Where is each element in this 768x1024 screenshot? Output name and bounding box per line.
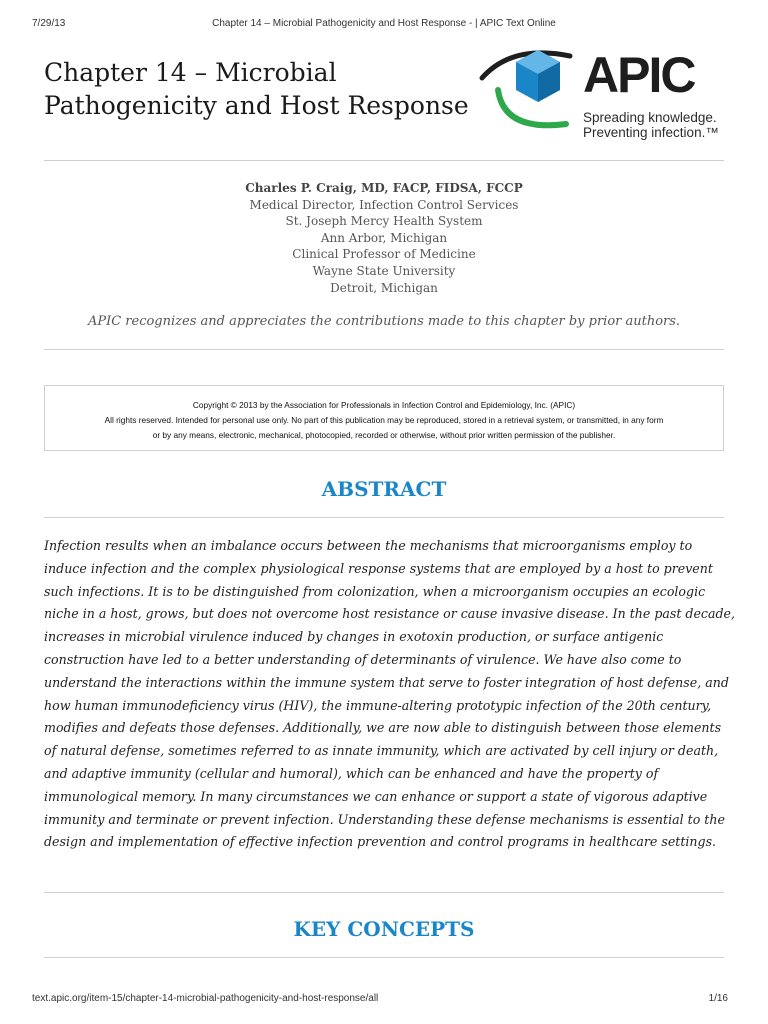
author-block (44, 180, 724, 296)
print-page-number: 1/16 (708, 993, 728, 1004)
logo-tagline (583, 110, 719, 140)
author-line: Detroit, Michigan (330, 280, 438, 295)
divider-top (44, 160, 724, 161)
divider-abstract (44, 517, 724, 518)
divider-bottom (44, 957, 724, 958)
key-concepts-heading: KEY CONCEPTS (293, 917, 475, 941)
abstract-text: Infection results when an imbalance occurs between the mechanisms that microorganisms employ to induce infection and the complex physiological response systems that are employed by a host to prevent such infections. It is to be distinguished from colonization, when a microorganism occupies an ecologic niche in a host, grows, but does not overcome host resistance or cause invasive disease. In the past decade, increases in microbial virulence induced by changes in exotoxin production, or surface antigenic construction have led to a better understanding of determinants of virulence. We have also come to understand the interactions within the immune system that serve to foster integration of host defense, and how human immunodeficiency virus (HIV), the immune-altering prototypic infection of the 20th century, modifies and defeats those defenses. Additionally, we are now able to distinguish between those elements of natural defense, sometimes referred to as innate immunity, which are activated by cell injury or death, and adaptive immunity (cellular and humoral), which can be enhanced and have the property of immunological memory. In many circumstances we can enhance or support a state of vigorous adaptive immunity and terminate or prevent infection. Understanding these defense mechanisms is essential to the design and implementation of effective infection prevention and control programs in healthcare settings. (44, 538, 736, 850)
author-line: Ann Arbor, Michigan (320, 230, 448, 245)
print-date: 7/29/13 (32, 18, 66, 29)
chapter-title-line2: Pathogenicity and Host Response (44, 91, 469, 120)
divider-key-concepts (44, 892, 724, 893)
copyright-line3: or by any means, electronic, mechanical, photocopied, recorded or otherwise, without prior written permission of the publisher. (152, 430, 616, 440)
author-line: St. Joseph Mercy Health System (285, 214, 483, 229)
print-page-title: Chapter 14 – Microbial Pathogenicity and Host Response - | APIC Text Online (212, 18, 556, 29)
divider-ack (44, 349, 724, 350)
author-name: Charles P. Craig, MD, FACP, FIDSA, FCCP (245, 181, 523, 195)
copyright-line2: All rights reserved. Intended for personal use only. No part of this publication may be reproduced, stored in a retrieval system, or transmitted, in any form (104, 415, 664, 425)
print-header (32, 18, 736, 32)
chapter-title-line1: Chapter 14 – Microbial (44, 58, 337, 87)
author-line: Clinical Professor of Medicine (292, 247, 476, 262)
apic-wordmark: APIC (583, 47, 695, 103)
print-footer (32, 993, 728, 1007)
abstract-heading: ABSTRACT (321, 477, 447, 501)
acknowledgement: APIC recognizes and appreciates the contributions made to this chapter by prior authors. (87, 314, 681, 329)
print-url: text.apic.org/item-15/chapter-14-microbial-pathogenicity-and-host-response/all (32, 993, 379, 1004)
copyright-line1: Copyright © 2013 by the Association for Professionals in Infection Control and Epidemiology, Inc. (APIC) (192, 400, 576, 410)
copyright-notice (44, 385, 724, 451)
chapter-title (44, 56, 474, 122)
author-line: Wayne State University (312, 263, 456, 278)
author-line: Medical Director, Infection Control Services (249, 197, 519, 212)
tagline-line2: Preventing infection.™ (583, 125, 719, 140)
tagline-line1: Spreading knowledge. (583, 110, 717, 125)
